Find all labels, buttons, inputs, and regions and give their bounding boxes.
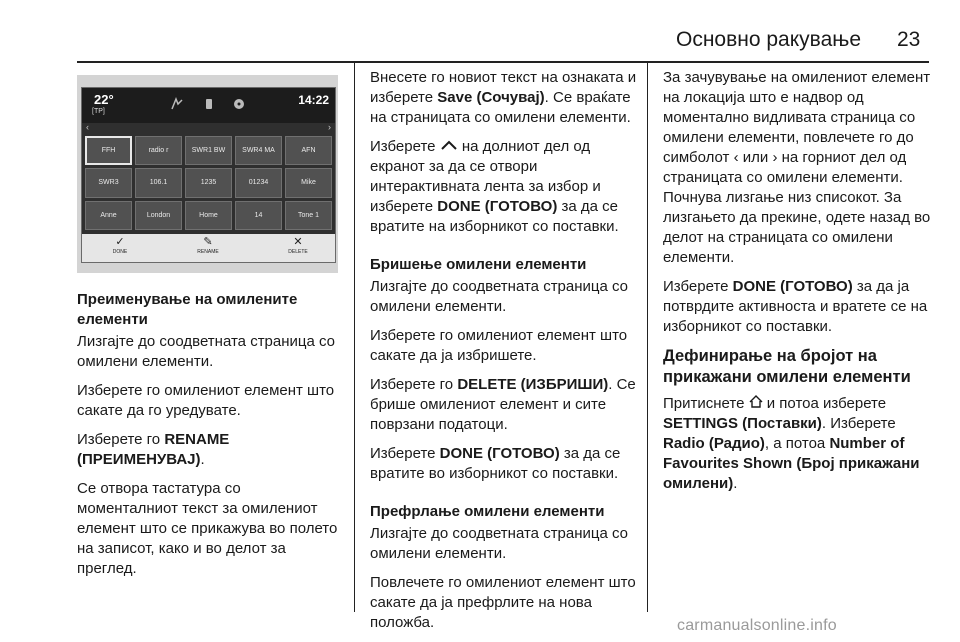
column-1: [77, 290, 342, 588]
favourite-item[interactable]: London: [135, 201, 182, 230]
page-number: 23: [897, 28, 921, 51]
paragraph: Изберете го RENAME (ПРЕИМЕНУВАЈ).: [77, 431, 230, 468]
favourite-item[interactable]: Home: [185, 201, 232, 230]
page-left-arrow-icon[interactable]: ‹: [86, 122, 89, 132]
section-heading-delete: Бришење омилени елементи: [370, 256, 587, 273]
favourite-item[interactable]: 14: [235, 201, 282, 230]
paragraph: Лизгајте до соодветната страница со омилени елементи.: [370, 278, 629, 315]
favourite-item[interactable]: Tone 1: [285, 201, 332, 230]
paragraph: Се отвора тастатура со моменталниот текст за омилениот елемент што се прикажува во полето на записот, како и во делот за преглед.: [77, 480, 338, 577]
clock: 14:22: [298, 93, 329, 107]
chevron-right-icon: ›: [772, 149, 778, 166]
watermark: carmanualsonline.info: [677, 617, 837, 634]
favourite-item[interactable]: SWR1 BW: [185, 136, 232, 165]
paragraph: Притиснете и потоа изберете SETTINGS (Поставки). Изберете Radio (Радио), а потоа Number of Favourites Shown (Број прикажани омилени).: [663, 395, 920, 492]
favourite-item[interactable]: 106.1: [135, 168, 182, 197]
checkmark-icon: ✓: [115, 236, 125, 248]
favourite-item[interactable]: Mike: [285, 168, 332, 197]
favourites-grid: [85, 136, 332, 230]
paragraph: Лизгајте до соодветната страница со омилени елементи.: [370, 525, 629, 562]
column-divider-1: [354, 62, 355, 612]
temperature: 22°: [94, 92, 114, 107]
favourite-item[interactable]: 1235: [185, 168, 232, 197]
page-title: Основно ракување: [676, 28, 862, 51]
header-rule: [77, 61, 929, 63]
column-divider-2: [647, 62, 648, 612]
favourite-item[interactable]: AFN: [285, 136, 332, 165]
paragraph: Изберете DONE (ГОТОВО) за да се вратите во изборникот со поставки.: [370, 445, 621, 482]
favourite-item[interactable]: SWR4 MA: [235, 136, 282, 165]
section-heading-move: Префрлање омилени елементи: [370, 503, 605, 520]
interactive-selector-bar: [82, 234, 335, 262]
page-right-arrow-icon[interactable]: ›: [328, 122, 331, 132]
chevron-up-icon: [440, 137, 458, 157]
home-icon: [749, 394, 763, 414]
favourite-item[interactable]: SWR3: [85, 168, 132, 197]
paragraph: Изберете го DELETE (ИЗБРИШИ). Се брише омилениот елемент и сите поврзани податоци.: [370, 376, 636, 433]
paragraph: Изберете на долниот дел од екранот за да се отвори интерактивната лента за избор и изберете DONE (ГОТОВО) за да се вратите на изборникот со поставки.: [370, 138, 619, 235]
delete-button[interactable]: ✕ DELETE: [268, 236, 328, 255]
paragraph: Изберете го омилениот елемент што сакате да ја избришете.: [370, 327, 628, 364]
tp-indicator: [TP]: [92, 108, 105, 115]
paragraph: Повлечете го омилениот елемент што сакате да ја префрлите на нова положба.: [370, 574, 636, 631]
paragraph: Изберете го омилениот елемент што сакате да го уредувате.: [77, 382, 335, 419]
favourite-item[interactable]: FFH: [85, 136, 132, 165]
paragraph: Лизгајте до соодветната страница со омилени елементи.: [77, 333, 336, 370]
chevron-left-icon: ‹: [733, 149, 739, 166]
pencil-icon: ✎: [203, 236, 213, 248]
favourite-item[interactable]: 01234: [235, 168, 282, 197]
section-heading-number-shown: Дефинирање на бројот на прикажани омилени елементи: [663, 347, 911, 386]
screen-display: [81, 87, 336, 263]
route-icon: [170, 97, 184, 111]
column-2: [370, 68, 638, 642]
section-heading-rename: Преименување на омилените елементи: [77, 291, 298, 328]
infotainment-screen-image: [77, 75, 338, 273]
phone-icon: [202, 97, 216, 111]
favourite-item[interactable]: radio r: [135, 136, 182, 165]
paragraph: За зачувување на омилениот елемент на локација што е надвор од моментално видливата страница со омилени елементи, повлечете го до симболот ‹ или › на горниот дел од страницата со омилени елементи. Почнува лизгање низ списокот. За лизгањето да прекине, одете назад во делот на страницата со омилени елементи.: [663, 69, 931, 266]
rename-button[interactable]: ✎ RENAME: [178, 236, 238, 255]
done-button[interactable]: ✓ DONE: [90, 236, 150, 255]
paragraph: Изберете DONE (ГОТОВО) за да ја потврдите активноста и вратете се на изборникот со поставки.: [663, 278, 928, 335]
media-icon: [232, 97, 246, 111]
column-3: [663, 68, 933, 503]
close-icon: ✕: [293, 236, 303, 248]
paragraph: Внесете го новиот текст на ознаката и изберете Save (Сочувај). Се враќате на страницата со омилени елементи.: [370, 69, 637, 126]
favourite-item[interactable]: Anne: [85, 201, 132, 230]
screen-top-bar: [82, 88, 335, 123]
screen-nav-bar: [82, 124, 335, 134]
